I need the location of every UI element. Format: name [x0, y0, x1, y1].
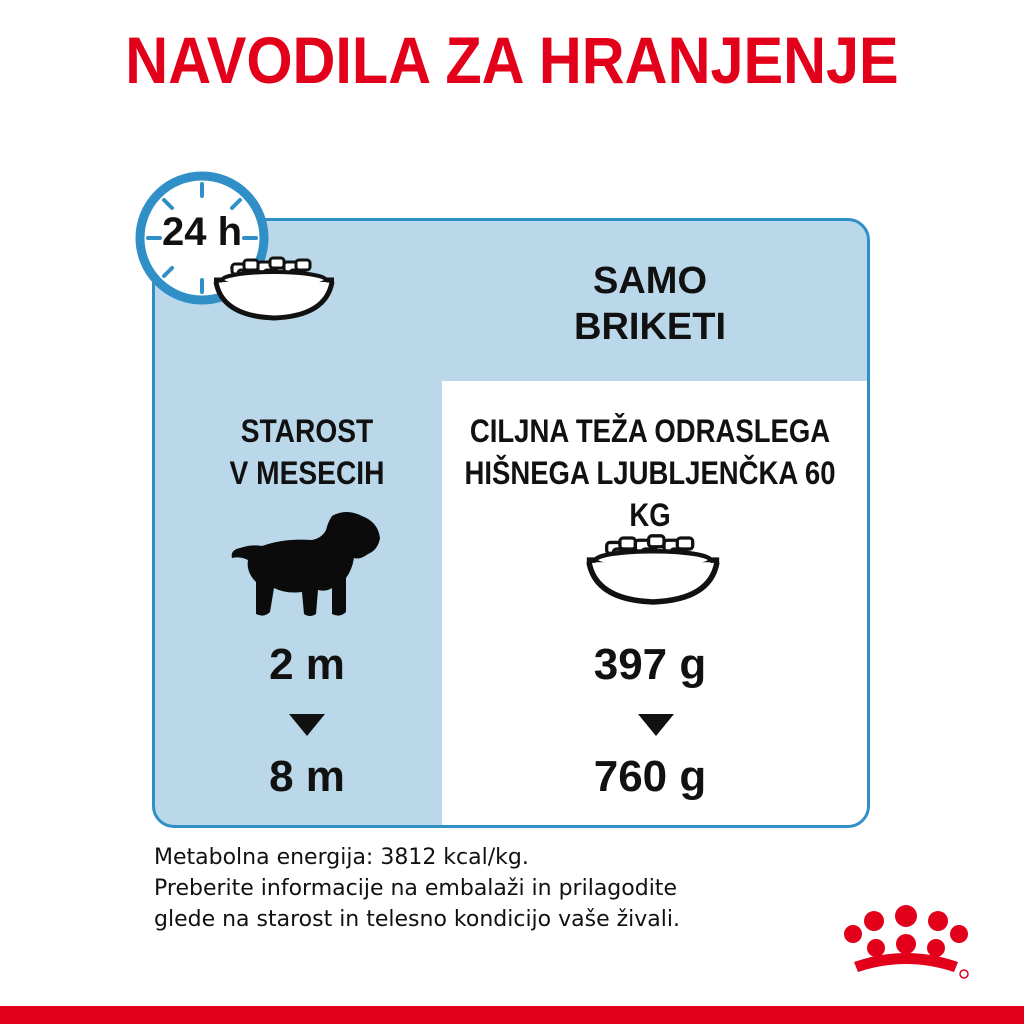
grams-start-value: 397 g: [593, 640, 707, 689]
bottom-red-bar: [0, 1006, 1024, 1024]
weight-column-label: [461, 410, 839, 536]
royal-canin-crown-logo: [836, 904, 976, 984]
age-label-line-1: STAROST: [240, 413, 374, 449]
age-end-value: 8 m: [269, 752, 345, 801]
age-column-label: [171, 410, 444, 494]
food-bowl-icon: [578, 532, 728, 608]
page-title: NAVODILA ZA HRANJENJE: [125, 23, 899, 97]
weight-label-line-1: CILJNA TEŽA ODRASLEGA: [469, 413, 831, 449]
footer-line-2: Preberite informacije na embalaži in prilagodite: [154, 876, 677, 901]
grams-end-value: 760 g: [593, 752, 707, 801]
weight-label-line-2: HIŠNEGA LJUBLJENČKA 60 KG: [464, 455, 836, 533]
down-arrow-icon: [638, 714, 674, 736]
food-type-line-1: SAMO: [593, 260, 707, 302]
down-arrow-icon: [289, 714, 325, 736]
food-type-header: [430, 258, 870, 350]
age-start-value: 2 m: [269, 640, 345, 689]
food-type-line-2: BRIKETI: [574, 306, 726, 348]
footer-line-1: Metabolna energija: 3812 kcal/kg.: [154, 845, 529, 870]
clock-label: 24 h: [161, 210, 243, 254]
puppy-silhouette-icon: [228, 508, 384, 620]
footer-line-3: glede na starost in telesno kondicijo vaše živali.: [154, 907, 680, 932]
food-bowl-icon: [206, 256, 342, 322]
age-label-line-2: V MESECIH: [229, 455, 385, 491]
footer-note: [154, 842, 834, 935]
